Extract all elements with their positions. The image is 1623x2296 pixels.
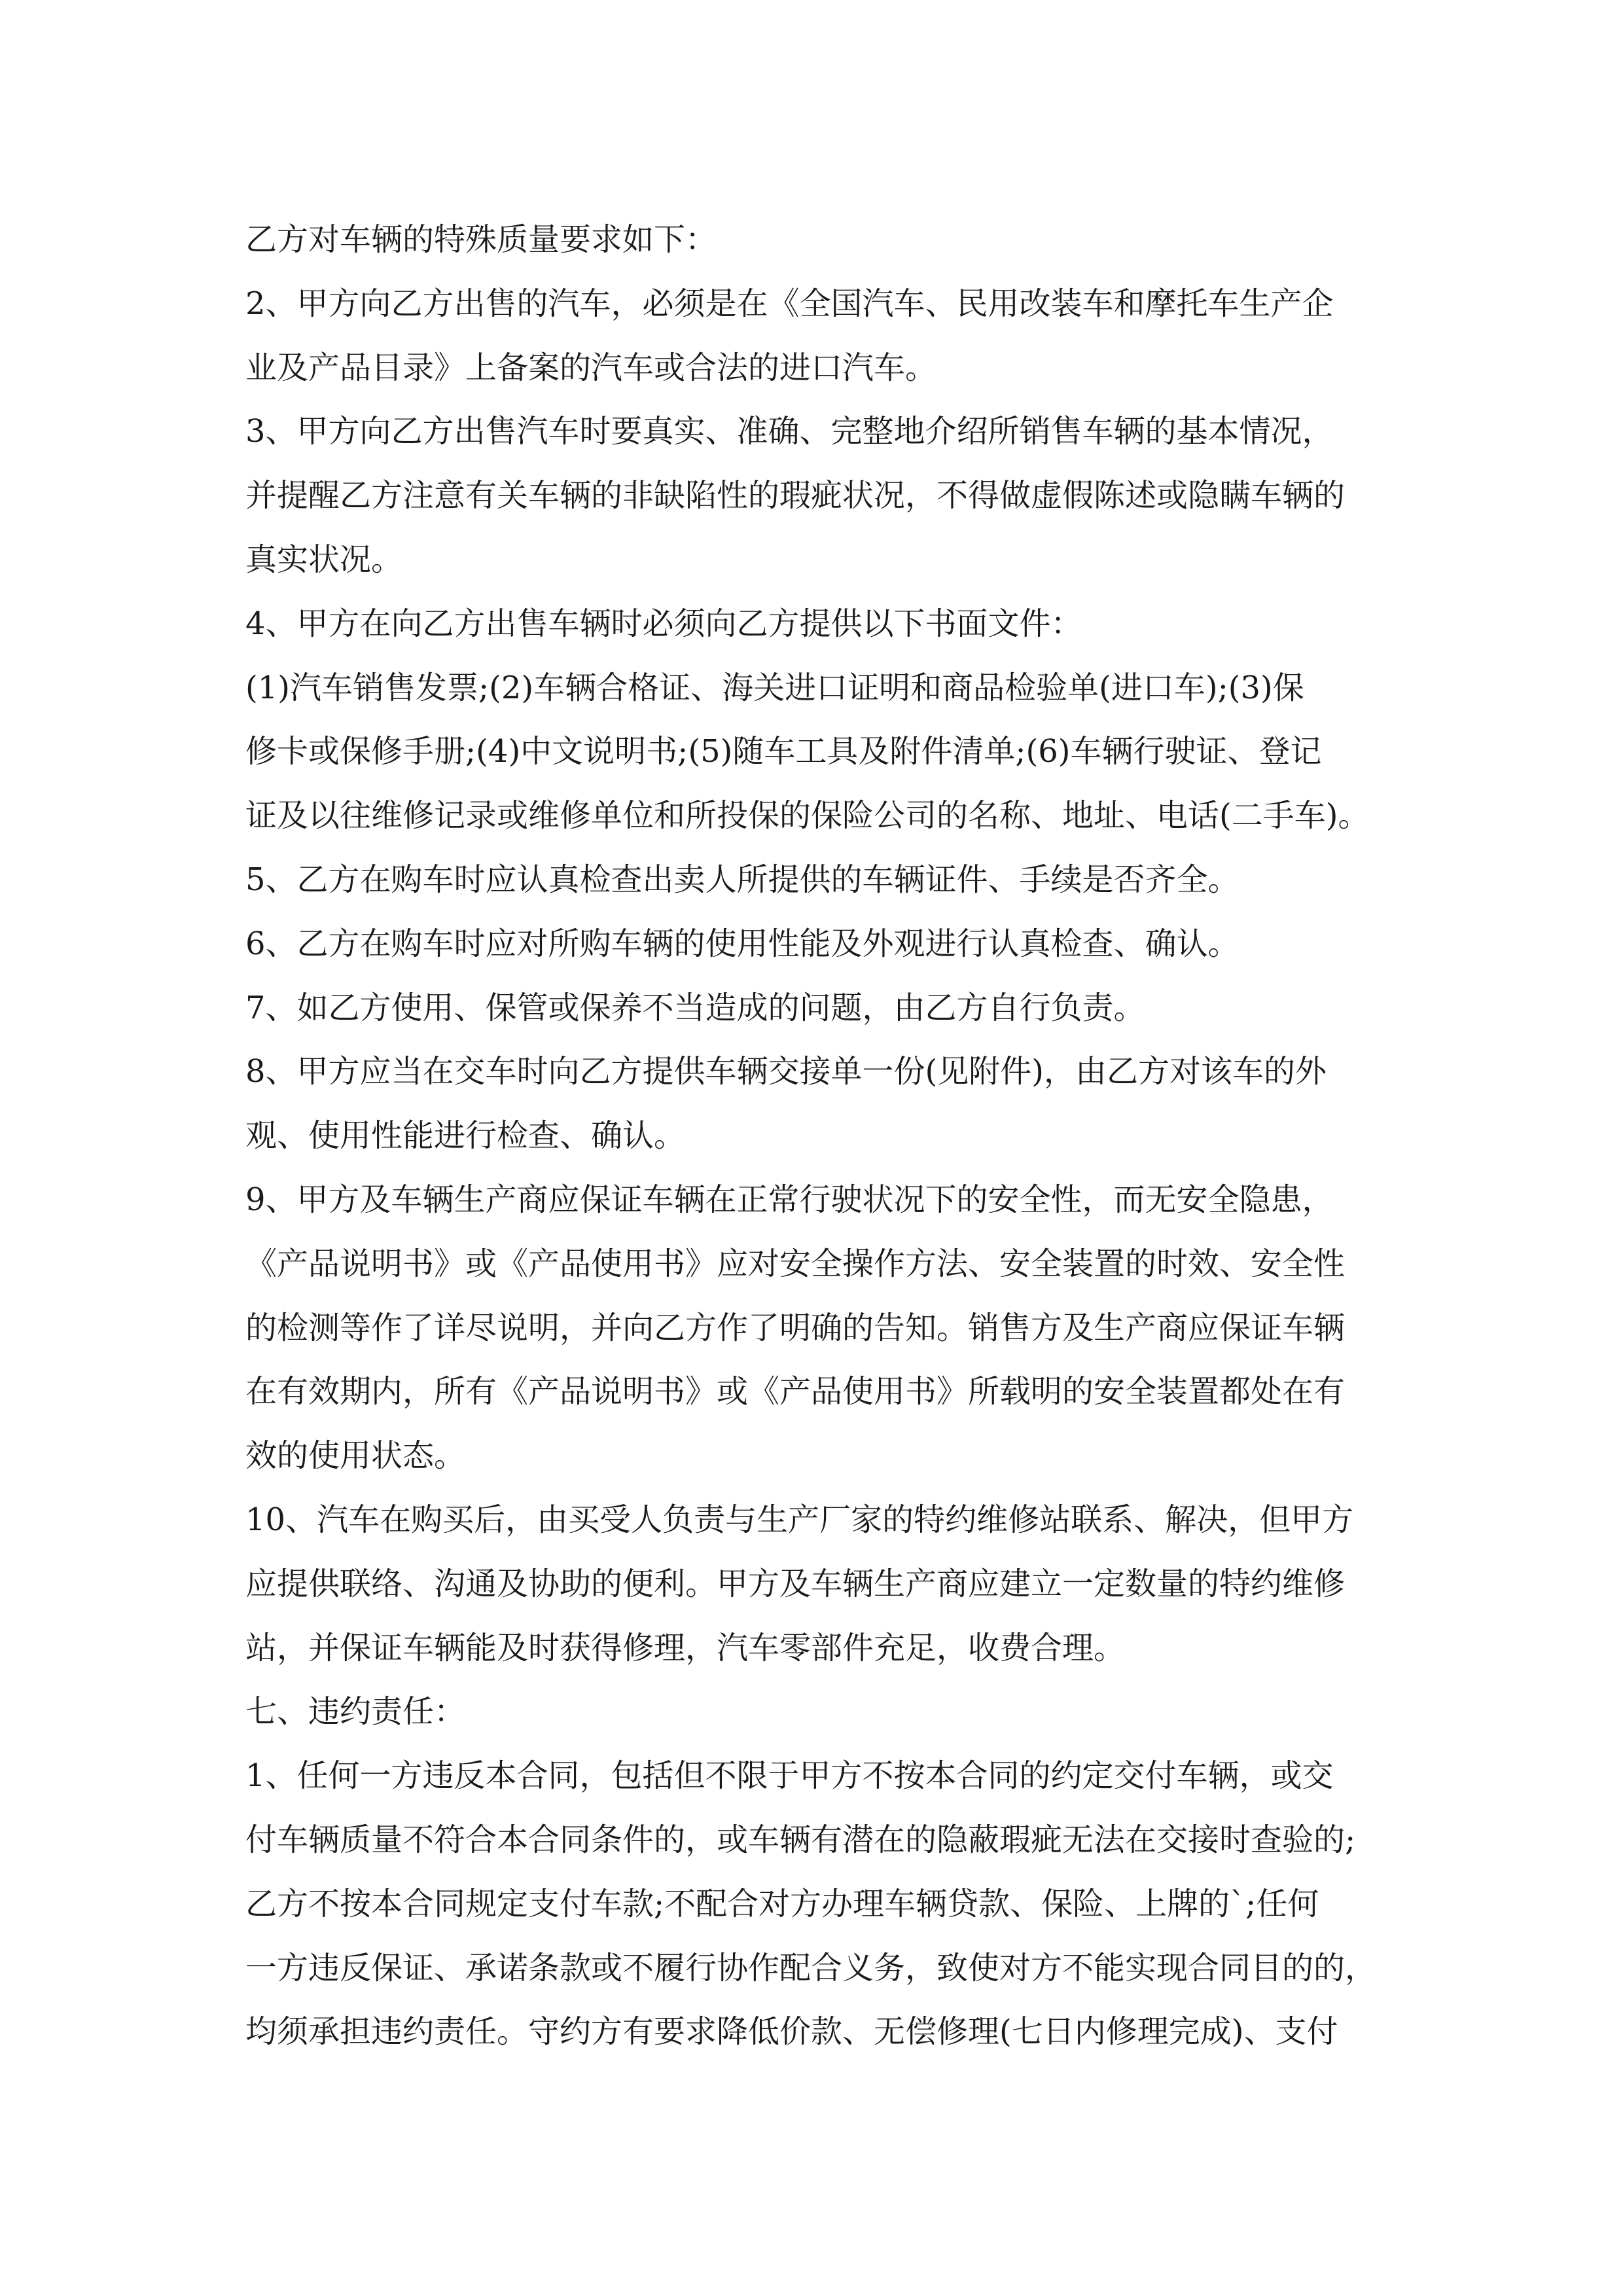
text-line: 效的使用状态。 [245, 1437, 466, 1475]
text-line: 9、甲方及车辆生产商应保证车辆在正常行驶状况下的安全性，而无安全隐患， [245, 1181, 1334, 1218]
text-line: 7、如乙方使用、保管或保养不当造成的问题，由乙方自行负责。 [245, 989, 1145, 1026]
text-line: 真实状况。 [245, 541, 403, 578]
text-line: 站，并保证车辆能及时获得修理，汽车零部件充足，收费合理。 [245, 1629, 1126, 1666]
text-line: (1)汽车销售发票;(2)车辆合格证、海关进口证明和商品检验单(进口车);(3)保 [245, 669, 1304, 706]
text-line: 均须承担违约责任。守约方有要求降低价款、无偿修理(七日内修理完成)、支付 [245, 2013, 1338, 2051]
text-line: 《产品说明书》或《产品使用书》应对安全操作方法、安全装置的时效、安全性 [245, 1245, 1346, 1282]
text-line: 1、任何一方违反本合同，包括但不限于甲方不按本合同的约定交付车辆，或交 [245, 1757, 1334, 1795]
text-line: 乙方不按本合同规定支付车款;不配合对方办理车辆贷款、保险、上牌的`;任何 [245, 1885, 1319, 1922]
document-body [245, 208, 1384, 2064]
text-line: 证及以往维修记录或维修单位和所投保的保险公司的名称、地址、电话(二手车)。 [245, 797, 1370, 834]
text-line: 在有效期内，所有《产品说明书》或《产品使用书》所载明的安全装置都处在有 [245, 1373, 1346, 1410]
text-line: 观、使用性能进行检查、确认。 [245, 1117, 686, 1155]
text-line: 3、甲方向乙方出售汽车时要真实、准确、完整地介绍所销售车辆的基本情况， [245, 413, 1334, 450]
text-line: 业及产品目录》上备案的汽车或合法的进口汽车。 [245, 349, 937, 386]
text-line: 的检测等作了详尽说明，并向乙方作了明确的告知。销售方及生产商应保证车辆 [245, 1309, 1346, 1346]
text-line: 10、汽车在购买后，由买受人负责与生产厂家的特约维修站联系、解决，但甲方 [245, 1501, 1354, 1538]
text-line: 应提供联络、沟通及协助的便利。甲方及车辆生产商应建立一定数量的特约维修 [245, 1565, 1346, 1602]
text-line: 并提醒乙方注意有关车辆的非缺陷性的瑕疵状况，不得做虚假陈述或隐瞒车辆的 [245, 477, 1346, 514]
text-line: 一方违反保证、承诺条款或不履行协作配合义务，致使对方不能实现合同目的的， [245, 1949, 1377, 1986]
text-line: 8、甲方应当在交车时向乙方提供车辆交接单一份(见附件)，由乙方对该车的外 [245, 1053, 1327, 1090]
text-line: 付车辆质量不符合本合同条件的，或车辆有潜在的隐蔽瑕疵无法在交接时查验的; [245, 1821, 1356, 1858]
text-line: 6、乙方在购车时应对所购车辆的使用性能及外观进行认真检查、确认。 [245, 925, 1240, 962]
text-line: 2、甲方向乙方出售的汽车，必须是在《全国汽车、民用改装车和摩托车生产企 [245, 285, 1334, 322]
text-line: 4、甲方在向乙方出售车辆时必须向乙方提供以下书面文件： [245, 605, 1082, 642]
text-line: 修卡或保修手册;(4)中文说明书;(5)随车工具及附件清单;(6)车辆行驶证、登记 [245, 733, 1322, 770]
section-heading: 七、违约责任： [245, 1693, 466, 1731]
text-line: 乙方对车辆的特殊质量要求如下： [245, 221, 717, 258]
text-line: 5、乙方在购车时应认真检查出卖人所提供的车辆证件、手续是否齐全。 [245, 861, 1240, 898]
